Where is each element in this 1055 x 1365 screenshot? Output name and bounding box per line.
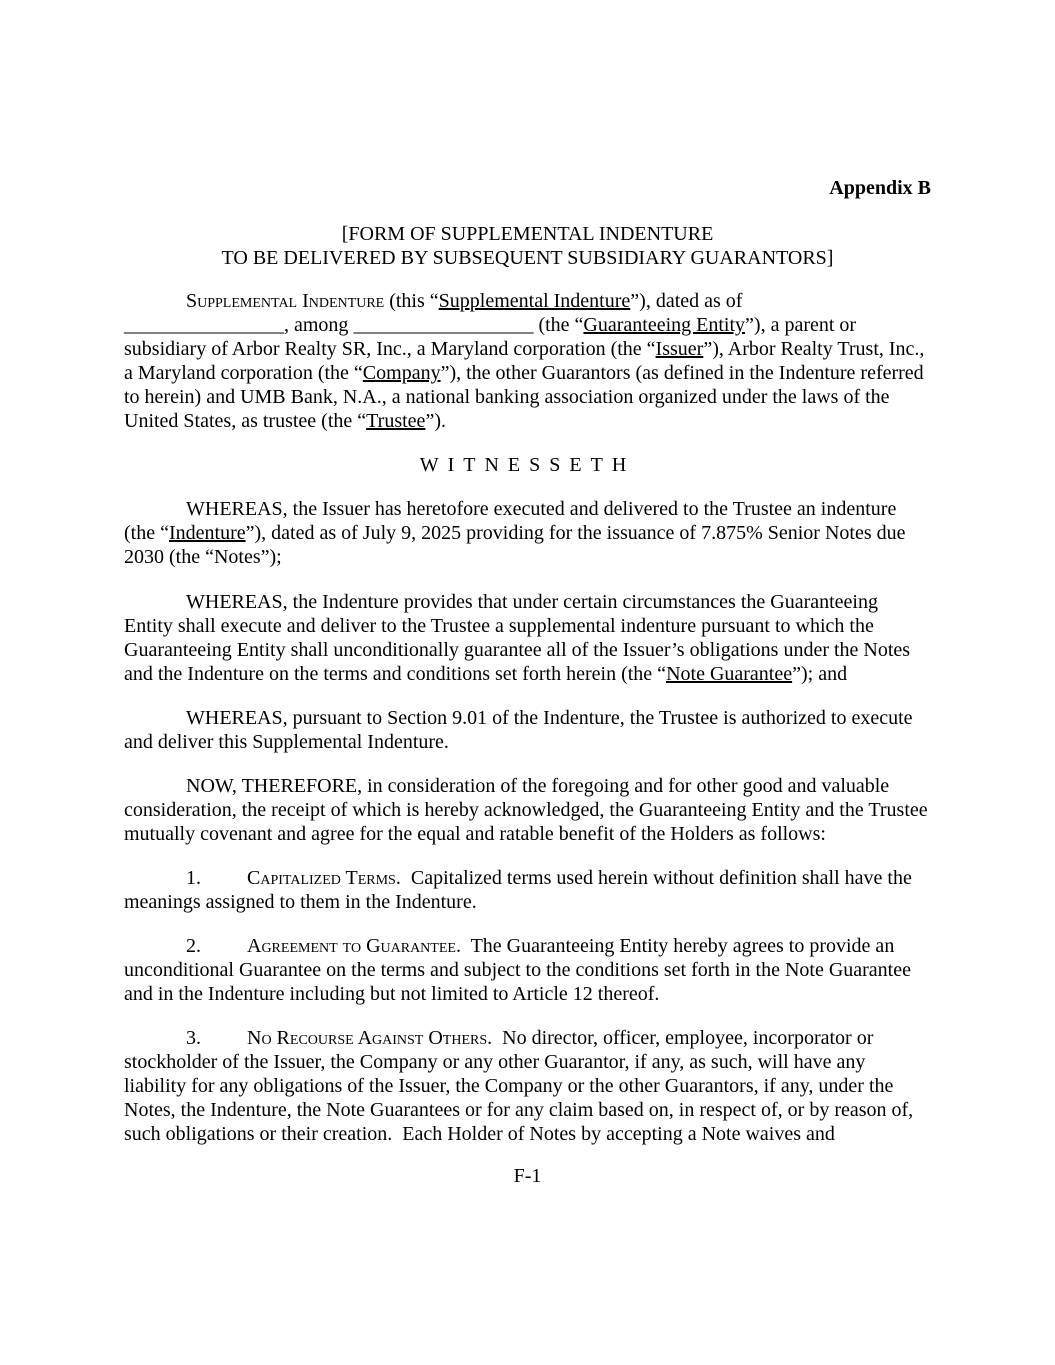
document-title bbox=[124, 222, 931, 270]
title-line-2: TO BE DELIVERED BY SUBSEQUENT SUBSIDIARY GUARANTORS] bbox=[221, 247, 834, 269]
defined-term: Issuer bbox=[655, 338, 704, 360]
defined-term: Guaranteeing Entity bbox=[583, 314, 746, 336]
section-heading: No Recourse Against Others. bbox=[247, 1027, 493, 1049]
section-number: 1. bbox=[186, 867, 201, 889]
defined-term: Trustee bbox=[366, 410, 426, 432]
page-number: F-1 bbox=[513, 1165, 542, 1187]
whereas-paragraph-1: WHEREAS, the Issuer has heretofore executed and delivered to the Trustee an indenture (the “Indenture”), dated as of July 9, 2025 providing for the issuance of 7.875% Senior Notes due 2030 (the “Notes”); bbox=[124, 498, 906, 568]
whereas-paragraph-3: WHEREAS, pursuant to Section 9.01 of the Indenture, the Trustee is authorized to execute and deliver this Supplemental Indenture. bbox=[124, 707, 913, 753]
intro-paragraph: Supplemental Indenture (this “Supplemental Indenture”), dated as of ________________, among __________________ (the “Guaranteeing Entity”), a parent or subsidiary of Arbor Realty SR, Inc., a Maryland corporation (the “Issuer”), Arbor Realty Trust, Inc., a Maryland corporation (the “Company”), the other Guarantors (as defined in the Indenture referred to herein) and UMB Bank, N.A., a national banking association organized under the laws of the United States, as trustee (the “Trustee”). bbox=[124, 290, 925, 432]
now-therefore-paragraph: NOW, THEREFORE, in consideration of the foregoing and for other good and valuable consideration, the receipt of which is hereby acknowledged, the Guaranteeing Entity and the Trustee mutually covenant and agree for the equal and ratable benefit of the Holders as follows: bbox=[124, 775, 928, 845]
section-1: 1. Capitalized Terms. Capitalized terms used herein without definition shall have the meanings assigned to them in the Indenture. bbox=[124, 867, 917, 913]
whereas-paragraph-2: WHEREAS, the Indenture provides that under certain circumstances the Guaranteeing Entity shall execute and deliver to the Trustee a supplemental indenture pursuant to which the Guaranteeing Entity shall unconditionally guarantee all of the Issuer’s obligations under the Notes and the Indenture on the terms and conditions set forth herein (the “Note Guarantee”); and bbox=[124, 591, 911, 685]
date-blank: ________________ bbox=[124, 314, 284, 336]
section-heading: Capitalized Terms. bbox=[247, 867, 401, 889]
supplemental-indenture-label: Supplemental Indenture bbox=[186, 290, 385, 312]
defined-term: Indenture bbox=[168, 522, 246, 544]
appendix-label: Appendix B bbox=[829, 177, 931, 199]
title-line-1: [FORM OF SUPPLEMENTAL INDENTURE bbox=[341, 223, 714, 245]
section-3: 3. No Recourse Against Others. No director, officer, employee, incorporator or stockholder of the Issuer, the Company or any other Guarantor, if any, as such, will have any liability for any obligations of the Issuer, the Company or the other Guarantors, if any, under the Notes, the Indenture, the Note Guarantees or for any claim based on, in respect of, or by reason of, such obligations or their creation. Each Holder of Notes by accepting a Note waives and bbox=[124, 1027, 919, 1145]
witnesseth-heading: WITNESSETH bbox=[419, 454, 636, 476]
defined-term: Company bbox=[362, 362, 441, 384]
section-heading: Agreement to Guarantee. bbox=[247, 935, 461, 957]
section-number: 2. bbox=[186, 935, 201, 957]
defined-term: Note Guarantee bbox=[666, 663, 793, 685]
section-number: 3. bbox=[186, 1027, 201, 1049]
section-2: 2. Agreement to Guarantee. The Guaranteeing Entity hereby agrees to provide an unconditional Guarantee on the terms and subject to the conditions set forth in the Note Guarantee and in the Indenture including but not limited to Article 12 thereof. bbox=[124, 935, 916, 1005]
entity-blank: __________________ bbox=[353, 314, 534, 336]
defined-term: Supplemental Indenture bbox=[438, 290, 631, 312]
